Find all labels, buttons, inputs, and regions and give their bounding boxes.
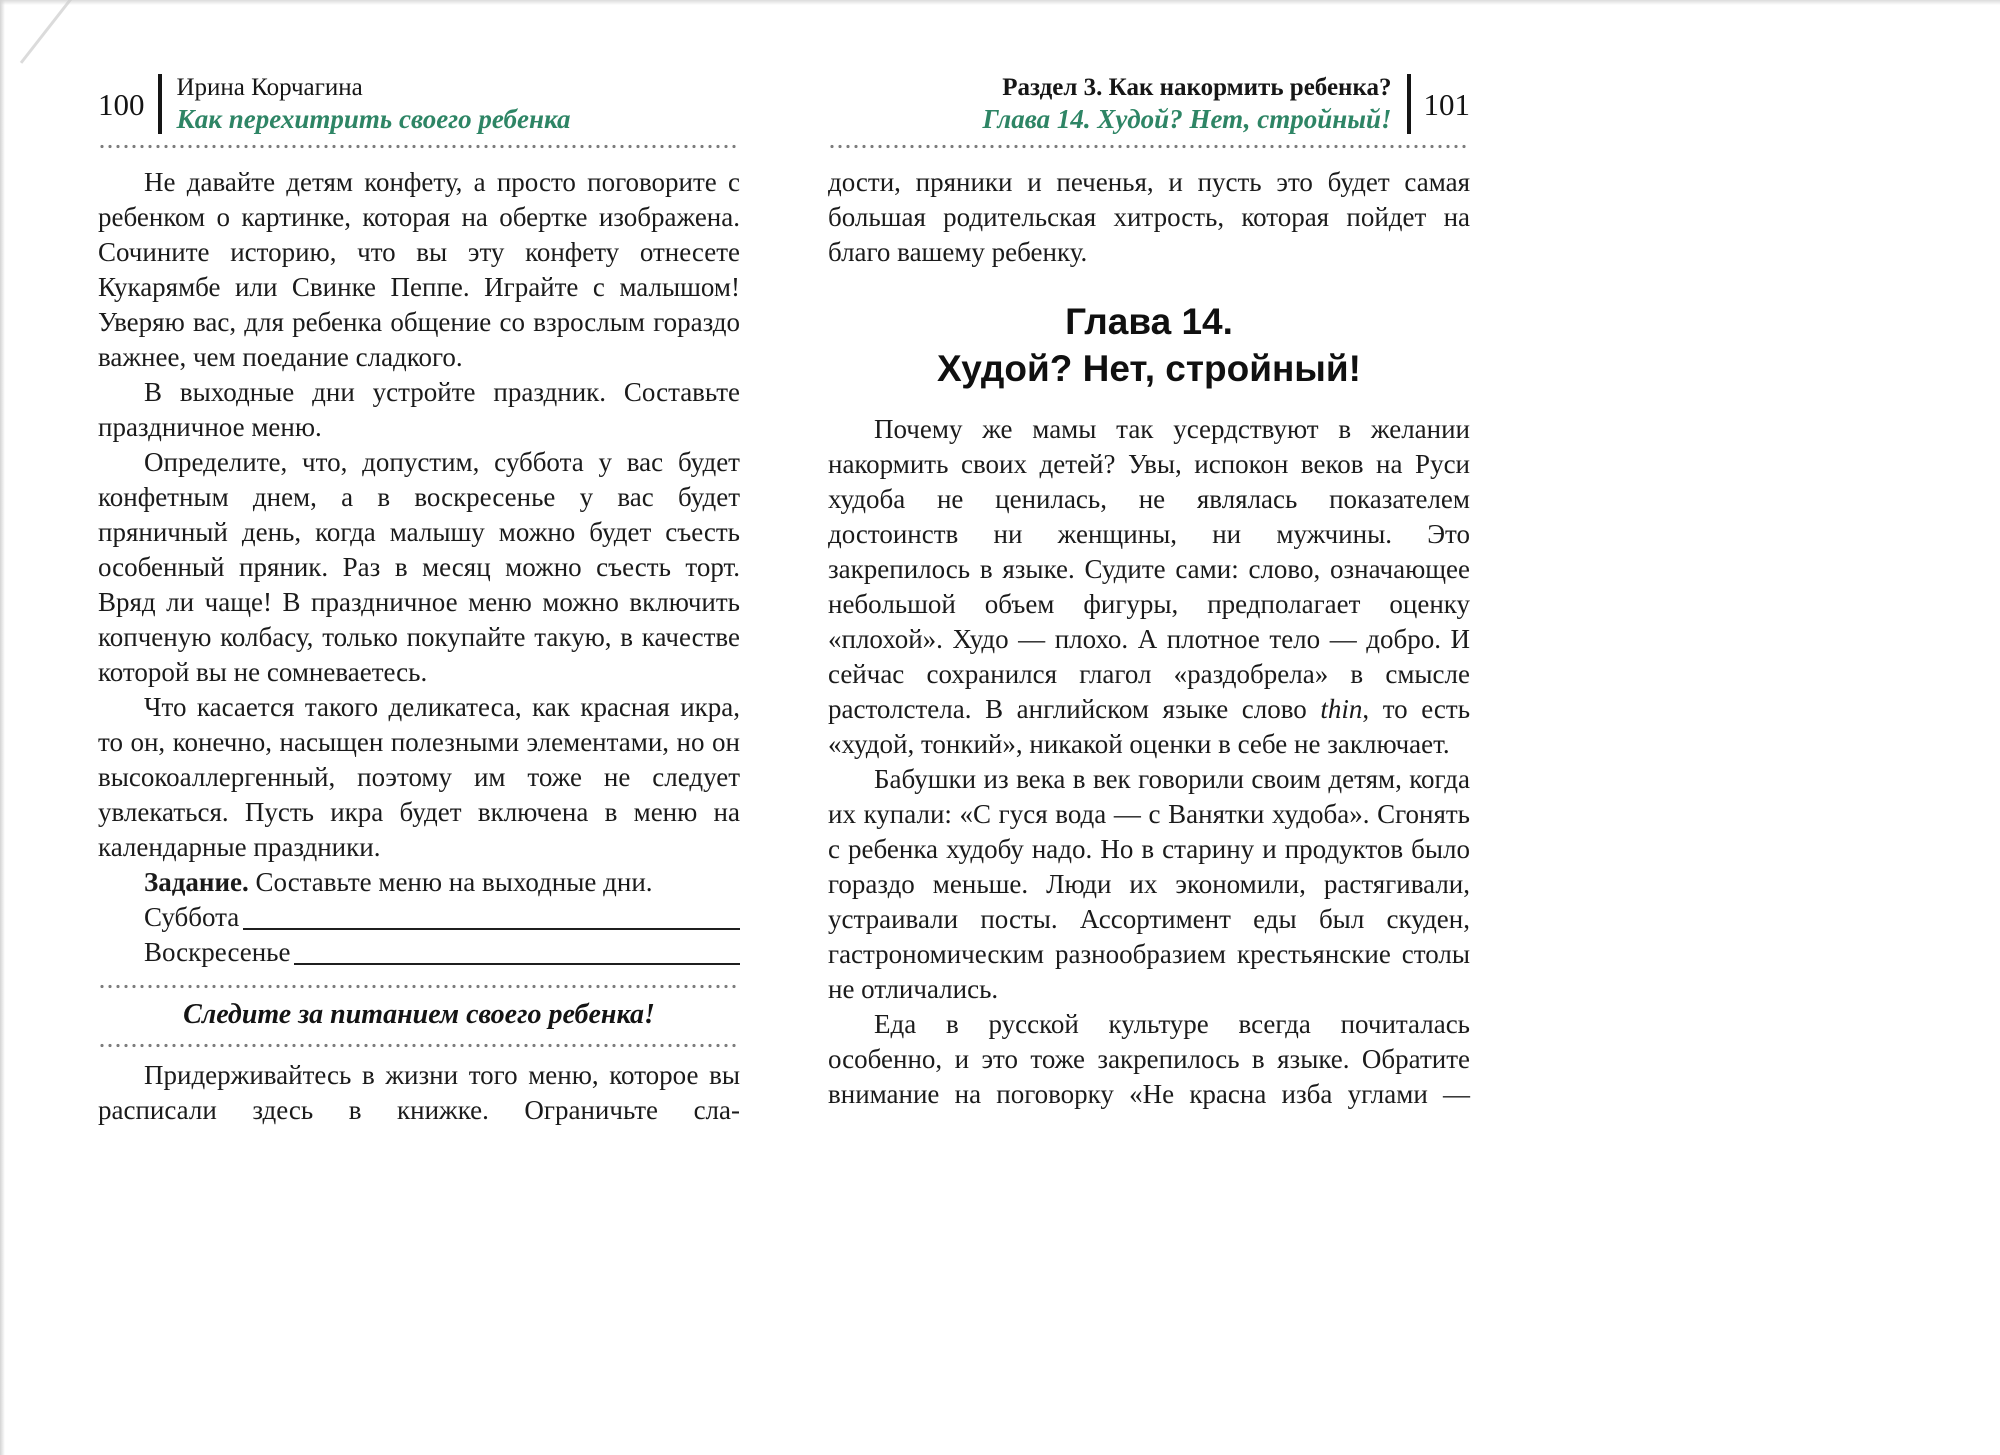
section-header: Раздел 3. Как накормить ребенка? bbox=[1002, 74, 1392, 101]
body-paragraph: Что касается такого деликатеса, как красная икра, то он, конечно, насыщен полезными элементами, но он высокоаллергенный, поэтому им тоже не следует увлекаться. Пусть икра будет включена в меню на календарные праздники. bbox=[98, 692, 740, 862]
chapter-title bbox=[828, 298, 1470, 392]
right-page-header bbox=[828, 70, 1470, 138]
body-paragraph: В выходные дни устройте праздник. Составьте праздничное меню. bbox=[98, 377, 740, 442]
right-page-number: 101 bbox=[1423, 86, 1470, 122]
task-text: Составьте меню на выходные дни. bbox=[255, 867, 653, 897]
continuation-paragraph: дости, пряники и печенья, и пусть это будет самая большая родительская хитрость, которая пойдет на благо вашему ребенку. bbox=[828, 167, 1470, 267]
paragraph-text-before: Почему же мамы так усердствуют в желании накормить своих детей? Увы, испокон веков на Руси худоба не ценилась, не являлась показателем достоинств ни женщины, ни мужчины. Это закрепилось в языке. Судите сами: слово, означающее небольшой объем фигуры, предполагает оценку «плохой». Худо — плохо. А плотное тело — добро. И сейчас сохранился глагол «раздобрела» в смысле растолстела. В английском языке слово bbox=[828, 414, 1470, 724]
left-page bbox=[98, 70, 740, 1128]
dotted-divider bbox=[98, 144, 740, 149]
body-paragraph: Определите, что, допустим, суббота у вас будет конфетным днем, а в воскресенье у вас будет пряничный день, когда малышу можно будет съесть особенный пряник. Раз в месяц можно съесть торт. Вряд ли чаще! В праздничное меню можно включить копченую колбасу, только покупайте такую, в качестве которой вы не сомневаетесь. bbox=[98, 447, 740, 687]
italic-word: thin bbox=[1320, 694, 1363, 724]
chapter-title-line2: Худой? Нет, стройный! bbox=[937, 348, 1361, 389]
dotted-divider bbox=[828, 144, 1470, 149]
task-label: Задание. bbox=[144, 867, 249, 897]
dotted-divider bbox=[98, 1043, 740, 1048]
task-paragraph bbox=[98, 865, 740, 900]
body-paragraph: Еда в русской культуре всегда почиталась особенно, и это тоже закрепилось в языке. Обратите внимание на поговорку «Не красна изба углами — bbox=[828, 1009, 1470, 1109]
chapter-header: Глава 14. Худой? Нет, стройный! bbox=[982, 104, 1392, 134]
scan-edge-left bbox=[0, 0, 5, 1455]
chapter-title-line1: Глава 14. bbox=[1065, 301, 1233, 342]
left-page-number: 100 bbox=[98, 86, 145, 122]
left-page-header bbox=[98, 70, 740, 138]
fill-in-blank-line bbox=[243, 928, 740, 930]
header-divider-bar bbox=[1407, 74, 1411, 134]
paragraph-text-after: , то есть «худой, тонкий», никакой оценки в себе не заключает. bbox=[828, 694, 1471, 759]
header-divider-bar bbox=[158, 74, 162, 134]
slogan-text: Следите за питанием своего ребенка! bbox=[183, 999, 655, 1030]
fill-in-row-sunday bbox=[98, 935, 740, 970]
book-title: Как перехитрить своего ребенка bbox=[176, 104, 571, 134]
fill-in-row-saturday bbox=[98, 900, 740, 935]
scan-edge-top bbox=[0, 0, 2000, 5]
closing-paragraph: Придерживайтесь в жизни того меню, которое вы расписали здесь в книжке. Ограничьте сла- bbox=[98, 1060, 740, 1125]
fill-in-label: Воскресенье bbox=[144, 937, 291, 967]
scan-corner-artifact bbox=[20, 0, 75, 64]
fill-in-blank-line bbox=[294, 963, 740, 965]
fill-in-label: Суббота bbox=[144, 902, 240, 932]
body-paragraph bbox=[828, 412, 1470, 762]
body-paragraph: Не давайте детям конфету, а просто поговорите с ребенком о картинке, которая на обертке изображена. Сочините историю, что вы эту конфету отнесете Кукарямбе или Свинке Пеппе. Играйте с малышом! Уверяю вас, для ребенка общение со взрослым гораздо важнее, чем поедание сладкого. bbox=[98, 167, 740, 372]
right-header-text bbox=[983, 73, 1392, 135]
right-page bbox=[828, 70, 1470, 1112]
author-name: Ирина Корчагина bbox=[176, 74, 363, 101]
left-header-text bbox=[177, 73, 571, 135]
body-paragraph: Бабушки из века в век говорили своим детям, когда их купали: «С гуся вода — с Ванятки худоба». Сгонять с ребенка худобу надо. Но в старину и продуктов было гораздо меньше. Люди их экономили, растягивали, устраивали посты. Ассортимент еды был скуден, гастрономическим разнообразием крестьянские столы не отличались. bbox=[828, 764, 1470, 1004]
